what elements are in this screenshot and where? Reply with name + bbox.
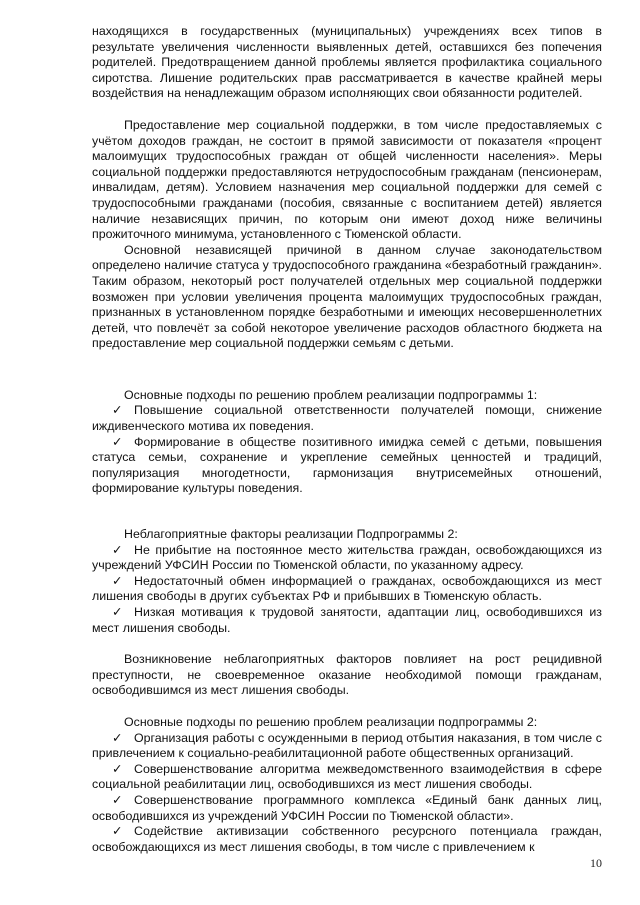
section3-item-text: Совершенствование алгоритма межведомственного взаимодействия в сфере социальной реабилитации лиц, освободившихся из мест лишения свободы. [92,761,602,792]
paragraph-orphan-care: находящихся в государственных (муниципальных) учреждениях всех типов в результате увеличения численности выявленных детей, оставшихся без попечения родителей. Предотвращением данной проблемы является профилактика социального сиротства. Лишение родительских прав рассматривается в качестве крайней меры воздействия на ненадлежащим образом исполняющих свои обязанности родителей. [92,24,602,101]
section2-note: Возникновение неблагоприятных факторов повлияет на рост рецидивной преступности, не своевременное оказание необходимой помощи гражданам, освободившимся из мест лишения свободы. [92,652,602,698]
section1-item [92,403,602,434]
checkmark-icon: ✓ [112,542,123,557]
section3-item [92,793,602,824]
section1-heading: Основные подходы по решению проблем реализации подпрограммы 1: [124,387,538,402]
section3-item-text: Совершенствование программного комплекса «Единый банк данных лиц, освободившихся из учреждений УФСИН России по Тюменской области». [92,792,602,823]
paragraph-main-reason: Основной независящей причиной в данном случае законодательством определено наличие статуса у трудоспособного гражданина «безработный гражданин». Таким образом, некоторый рост получателей отдельных мер социальной поддержки возможен при условии увеличения процента малоимущих трудоспособных граждан, признанных в установленном порядке безработными и имеющих несовершеннолетних детей, что повлечёт за собой некоторое увеличение расходов областного бюджета на предоставление мер социальной поддержки семьям с детьми. [92,242,602,351]
checkmark-icon: ✓ [112,824,123,839]
section1-item [92,435,602,497]
section3-item-text: Содействие активизации собственного ресурсного потенциала граждан, освобождающихся из мест лишения свободы, в том числе с привлечением к [92,824,602,854]
section3-item [92,824,602,855]
section2-item [92,605,602,636]
checkmark-icon: ✓ [112,434,123,449]
checkmark-icon: ✓ [112,730,123,745]
section3-item [92,731,602,762]
checkmark-icon: ✓ [112,792,123,807]
section2-item-text: Недостаточный обмен информацией о гражданах, освобождающихся из мест лишения свободы в других субъектах РФ и прибывших в Тюменскую область. [92,573,602,604]
section3-item-text: Организация работы с осужденными в период отбытия наказания, в том числе с привлечением к социально-реабилитационной работе общественных организаций. [92,730,602,761]
section2-item-text: Низкая мотивация к трудовой занятости, адаптации лиц, освободившихся из мест лишения свободы. [92,605,602,635]
paragraph-social-support: Предоставление мер социальной поддержки, в том числе предоставляемых с учётом доходов граждан, не состоит в прямой зависимости от показателя «процент малоимущих трудоспособных граждан от общей численности населения». Меры социальной поддержки предоставляются нетрудоспособным гражданам (пенсионерам, инвалидам, детям). Условием назначения мер социальной поддержки для семей с трудоспособными гражданами (пособия, связанные с воспитанием детей) является наличие независящих причин, по которым они имеют доход ниже величины прожиточного минимума, установленного с Тюменской области. [92,117,602,242]
section2-heading: Неблагоприятные факторы реализации Подпрограммы 2: [124,527,458,542]
checkmark-icon: ✓ [112,761,123,776]
section3-heading: Основные подходы по решению проблем реализации подпрограммы 2: [124,714,538,729]
checkmark-icon: ✓ [112,573,123,588]
section3-item [92,762,602,793]
section2-item [92,574,602,605]
page-number: 10 [590,856,602,870]
section2-item-text: Не прибытие на постоянное место жительства граждан, освобождающихся из учреждений УФСИН России по Тюменской области, по указанному адресу. [92,542,602,573]
section1-item-text: Формирование в обществе позитивного имиджа семей с детьми, повышения статуса семьи, сохранение и укрепление семейных ценностей и традиций, популяризация многодетности, гармонизация внутрисемейных отношений, формирование культуры поведения. [92,434,602,496]
checkmark-icon: ✓ [112,605,123,619]
section1-item-text: Повышение социальной ответственности получателей помощи, снижение иждивенческого мотива их поведения. [92,403,602,434]
section2-item [92,543,602,574]
checkmark-icon: ✓ [112,403,123,418]
